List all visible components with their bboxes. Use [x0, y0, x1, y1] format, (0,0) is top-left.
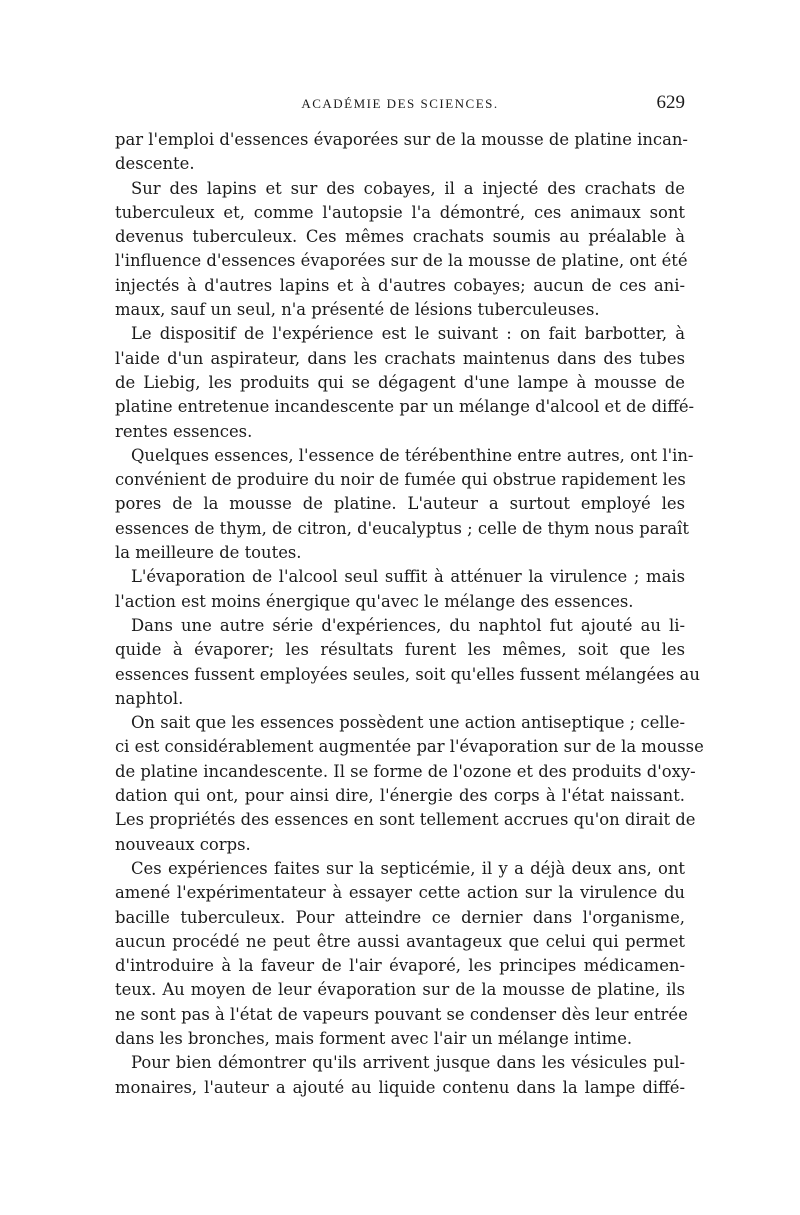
text-line: teux. Au moyen de leur évaporation sur de la mousse de platine, ils [115, 980, 685, 1000]
text-line: nouveaux corps. [115, 834, 251, 854]
text-line: descente. [115, 154, 195, 174]
text-line: aucun procédé ne peut être aussi avantageux que celui qui permet [115, 931, 685, 951]
text-line: bacille tuberculeux. Pour atteindre ce dernier dans l'organisme, [115, 907, 685, 927]
text-line: L'évaporation de l'alcool seul suffit à atténuer la virulence ; mais [131, 567, 685, 587]
body-text [115, 128, 704, 1100]
text-line: d'introduire à la faveur de l'air évaporé, les principes médicamen- [115, 956, 685, 976]
text-line: devenus tuberculeux. Ces mêmes crachats soumis au préalable à [115, 227, 685, 247]
text-line: naphtol. [115, 688, 184, 708]
text-line: dation qui ont, pour ainsi dire, l'énergie des corps à l'état naissant. [115, 786, 685, 806]
text-line: Quelques essences, l'essence de térébenthine entre autres, ont l'in- [131, 445, 694, 465]
text-line: ci est considérablement augmentée par l'évaporation sur de la mousse [115, 737, 704, 757]
text-line: essences fussent employées seules, soit qu'elles fussent mélangées au [115, 664, 700, 684]
text-line: rentes essences. [115, 421, 253, 441]
text-line: la meilleure de toutes. [115, 543, 302, 563]
text-line: platine entretenue incandescente par un mélange d'alcool et de diffé- [115, 397, 695, 417]
text-line: de platine incandescente. Il se forme de l'ozone et des produits d'oxy- [115, 761, 696, 781]
text-line: par l'emploi d'essences évaporées sur de la mousse de platine incan- [115, 130, 688, 149]
text-line: On sait que les essences possèdent une action antiseptique ; celle- [131, 713, 685, 733]
text-line: essences de thym, de citron, d'eucalyptus ; celle de thym nous paraît [115, 518, 689, 538]
text-line: pores de la mousse de platine. L'auteur a surtout employé les [115, 494, 685, 514]
text-line: injectés à d'autres lapins et à d'autres cobayes; aucun de ces ani- [115, 275, 685, 295]
text-line: dans les bronches, mais forment avec l'air un mélange intime. [115, 1028, 633, 1048]
text-line: amené l'expérimentateur à essayer cette action sur la virulence du [115, 883, 685, 903]
text-line: quide à évaporer; les résultats furent les mêmes, soit que les [115, 640, 685, 660]
text-line: l'action est moins énergique qu'avec le mélange des essences. [115, 591, 634, 611]
running-head: ACADÉMIE DES SCIENCES. [301, 96, 499, 111]
text-line: Dans une autre série d'expériences, du naphtol fut ajouté au li- [131, 615, 685, 635]
text-line: Le dispositif de l'expérience est le suivant : on fait barbotter, à [131, 324, 685, 344]
text-line: Les propriétés des essences en sont tellement accrues qu'on dirait de [115, 810, 696, 830]
page-number: 629 [656, 92, 685, 113]
text-line: Ces expériences faites sur la septicémie, il y a déjà deux ans, ont [131, 858, 685, 878]
text-line: ne sont pas à l'état de vapeurs pouvant se condenser dès leur entrée [115, 1004, 688, 1024]
text-line: l'aide d'un aspirateur, dans les crachats maintenus dans des tubes [115, 348, 685, 368]
text-line: maux, sauf un seul, n'a présenté de lésions tuberculeuses. [115, 300, 600, 320]
text-line: monaires, l'auteur a ajouté au liquide contenu dans la lampe diffé- [115, 1077, 685, 1097]
text-line: Sur des lapins et sur des cobayes, il a injecté des crachats de [131, 178, 685, 198]
text-line: Pour bien démontrer qu'ils arrivent jusque dans les vésicules pul- [131, 1053, 685, 1073]
page-header [115, 92, 685, 120]
text-line: tuberculeux et, comme l'autopsie l'a démontré, ces animaux sont [115, 202, 685, 222]
text-line: de Liebig, les produits qui se dégagent d'une lampe à mousse de [115, 372, 685, 392]
text-line: convénient de produire du noir de fumée qui obstrue rapidement les [115, 470, 686, 490]
text-line: l'influence d'essences évaporées sur de la mousse de platine, ont été [115, 251, 688, 271]
